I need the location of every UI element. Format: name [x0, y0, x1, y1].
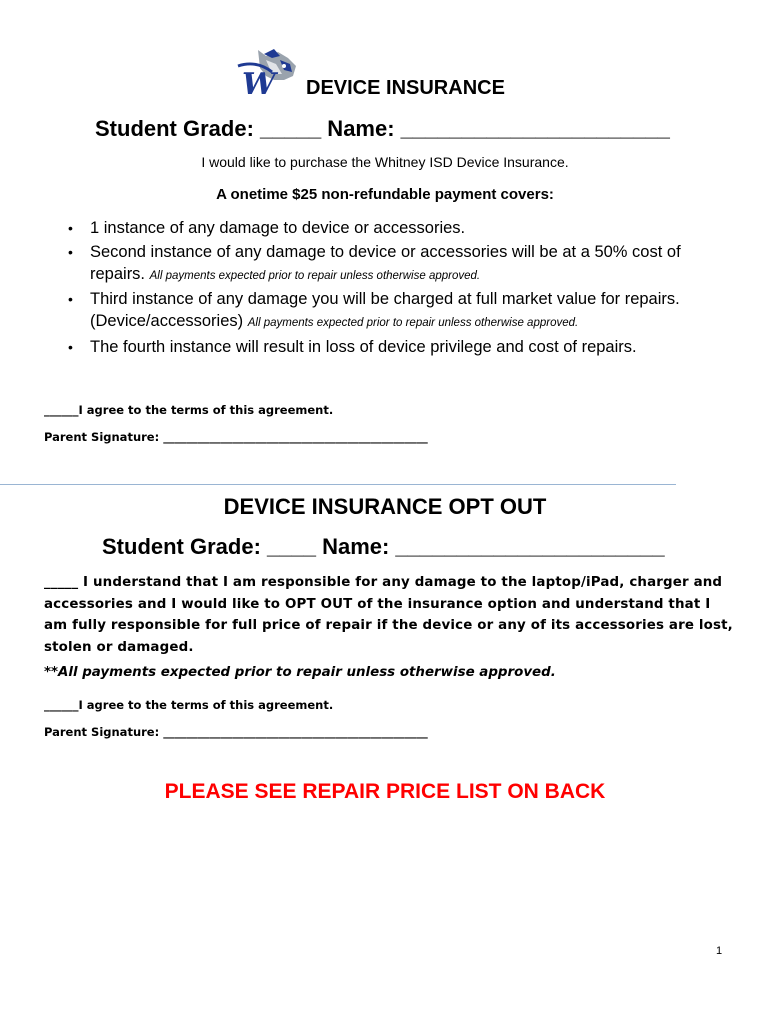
student-grade-name-line: Student Grade: ____ Name: ______________________ — [102, 534, 665, 559]
wildcat-w-logo — [236, 46, 300, 100]
bullet-icon: • — [68, 243, 73, 260]
coverage-item-text: Second instance of any damage to device or accessories will be at a 50% cost of repairs. — [90, 242, 681, 283]
page-number: 1 — [716, 945, 723, 957]
parent-signature-line[interactable]: Parent Signature: ______________________________________________ — [44, 725, 428, 739]
coverage-item-text: The fourth instance will result in loss of device privilege and cost of repairs. — [90, 337, 637, 356]
coverage-item-note: All payments expected prior to repair unless otherwise approved. — [247, 317, 579, 329]
coverage-item — [66, 217, 736, 239]
logo-letter: W — [242, 67, 276, 100]
payments-note: **All payments expected prior to repair unless otherwise approved. — [44, 665, 556, 680]
coverage-item-note: All payments expected prior to repair unless otherwise approved. — [149, 269, 481, 282]
parent-signature-line[interactable]: Parent Signature: ______________________________________________ — [44, 430, 428, 444]
section-divider — [0, 484, 676, 485]
coverage-item — [66, 288, 736, 334]
coverage-item-text: 1 instance of any damage to device or accessories. — [90, 219, 466, 237]
purchase-intro-text: I would like to purchase the Whitney ISD Device Insurance. — [201, 154, 569, 170]
opt-out-statement: _____ I understand that I am responsible for any damage to the laptop/iPad, charger and accessories and I would like to OPT OUT of the insurance option and understand that I am fully responsible for full price of repair if the device or any of its accessories are lost, stolen or damaged. — [44, 575, 733, 655]
coverage-item — [66, 336, 736, 358]
agree-terms-line[interactable]: ______I agree to the terms of this agreement. — [44, 403, 334, 417]
agree-terms-line[interactable]: ______I agree to the terms of this agreement. — [44, 698, 334, 712]
repair-price-notice: PLEASE SEE REPAIR PRICE LIST ON BACK — [164, 780, 606, 803]
coverage-item-text: Third instance of any damage you will be charged at full market value for repairs. (Device/accessories) — [90, 290, 680, 330]
bullet-icon: • — [68, 338, 73, 355]
bullet-icon: • — [68, 220, 73, 236]
coverage-list — [66, 217, 736, 359]
insurance-title: DEVICE INSURANCE — [306, 77, 505, 99]
student-grade-name-line: Student Grade: _____ Name: ______________________ — [95, 116, 670, 141]
payment-covers-heading: A onetime $25 non-refundable payment covers: — [216, 186, 554, 203]
coverage-item — [66, 241, 736, 287]
bullet-icon: • — [68, 291, 73, 307]
opt-out-title: DEVICE INSURANCE OPT OUT — [223, 494, 547, 519]
